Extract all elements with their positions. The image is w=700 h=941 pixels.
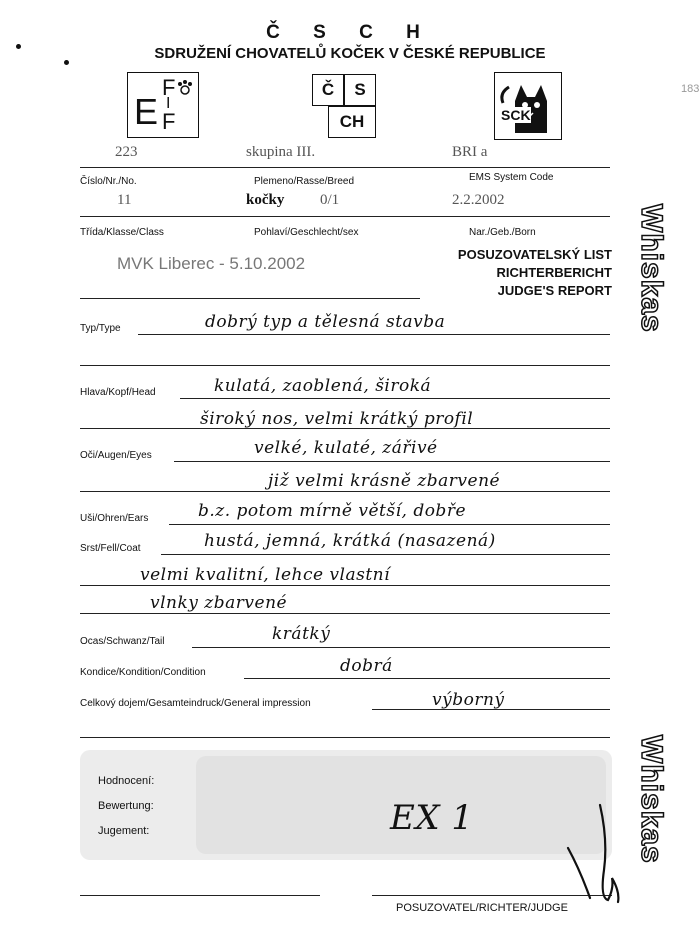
condition-rule: [244, 678, 610, 679]
row1-rule: [80, 167, 610, 168]
head-rule-2: [80, 428, 610, 429]
org-abbrev: Č S C H: [266, 22, 434, 43]
field-breed-value: kočky: [246, 192, 285, 208]
eyes-text-1: velké, kulaté, zářivé: [254, 438, 438, 458]
field-number-value: 223: [115, 144, 138, 160]
type-rule: [138, 334, 610, 335]
coat-text-1: hustá, jemná, krátká (nasazená): [204, 531, 496, 551]
signature-left-rule: [80, 895, 320, 896]
field-ems-value: BRI a: [452, 144, 488, 160]
margin-number: 183: [681, 83, 700, 95]
label-type: Typ/Type: [80, 323, 121, 334]
fife-logo-icon: E F I F: [127, 72, 199, 138]
rating-value: EX 1: [390, 798, 474, 838]
label-judge: POSUZOVATEL/RICHTER/JUDGE: [396, 902, 568, 914]
field-class-value: 11: [117, 192, 132, 208]
label-rating-fr: Jugement:: [98, 825, 150, 837]
eyes-rule: [174, 461, 610, 462]
label-tail: Ocas/Schwanz/Tail: [80, 636, 165, 647]
paw-icon: [176, 79, 194, 97]
judge-signature-icon: [560, 800, 640, 910]
ears-rule: [169, 524, 610, 525]
tail-text: krátký: [272, 624, 331, 644]
org-name: SDRUŽENÍ CHOVATELŮ KOČEK V ČESKÉ REPUBLICE: [154, 45, 546, 62]
csch-cell-ch: CH: [328, 106, 376, 138]
csch-logo-icon: [312, 74, 378, 138]
whiskas-brand-top: Whiskas: [635, 204, 668, 333]
black-cat-logo-icon: SCK: [494, 72, 562, 140]
show-name: MVK Liberec - 5.10.2002: [117, 254, 306, 273]
label-ems: EMS System Code: [469, 172, 554, 183]
coat-rule-3: [80, 613, 610, 614]
field-sex-value: 0/1: [320, 192, 340, 208]
impression-text: výborný: [432, 690, 505, 710]
label-condition: Kondice/Kondition/Condition: [80, 667, 206, 678]
coat-text-2: velmi kvalitní, lehce vlastní: [140, 565, 391, 585]
eyes-text-2: již velmi krásně zbarvené: [268, 471, 501, 491]
coat-rule-2: [80, 585, 610, 586]
tail-rule: [192, 647, 610, 648]
report-title-cz: POSUZOVATELSKÝ LIST: [457, 247, 612, 262]
label-impression: Celkový dojem/Gesamteindruck/General impression: [80, 698, 311, 709]
label-eyes: Oči/Augen/Eyes: [80, 450, 152, 461]
type-rule-2: [80, 365, 610, 366]
head-text-2: široký nos, velmi krátký profil: [200, 409, 474, 429]
label-coat: Srst/Fell/Coat: [80, 543, 141, 554]
type-text: dobrý typ a tělesná stavba: [205, 312, 446, 332]
condition-text: dobrá: [340, 656, 393, 676]
report-title-de: RICHTERBERICHT: [496, 265, 612, 280]
whiskas-brand-bottom: Whiskas: [635, 735, 668, 864]
report-title-en: JUDGE'S REPORT: [497, 283, 612, 298]
label-rating-de: Bewertung:: [98, 800, 154, 812]
eyes-rule-2: [80, 491, 610, 492]
field-group-value: skupina III.: [246, 144, 316, 160]
coat-rule: [161, 554, 610, 555]
row2-rule: [80, 216, 610, 217]
cat-icon: [495, 73, 561, 139]
coat-text-3: vlnky zbarvené: [150, 593, 288, 613]
label-ears: Uši/Ohren/Ears: [80, 513, 149, 524]
field-born-value: 2.2.2002: [452, 192, 505, 208]
head-text-1: kulatá, zaoblená, široká: [214, 376, 432, 396]
label-born: Nar./Geb./Born: [469, 227, 536, 238]
label-number: Číslo/Nr./No.: [80, 176, 137, 187]
ears-text: b.z. potom mírně větší, dobře: [198, 501, 467, 521]
csch-cell-c: Č: [312, 74, 344, 106]
show-rule: [80, 298, 420, 299]
csch-cell-s: S: [344, 74, 376, 106]
head-rule: [180, 398, 610, 399]
label-head: Hlava/Kopf/Head: [80, 387, 156, 398]
impression-rule-2: [80, 737, 610, 738]
label-class: Třída/Klasse/Class: [80, 227, 164, 238]
label-sex: Pohlaví/Geschlecht/sex: [254, 227, 359, 238]
label-breed: Plemeno/Rasse/Breed: [254, 176, 355, 187]
label-rating-cz: Hodnocení:: [98, 775, 155, 787]
